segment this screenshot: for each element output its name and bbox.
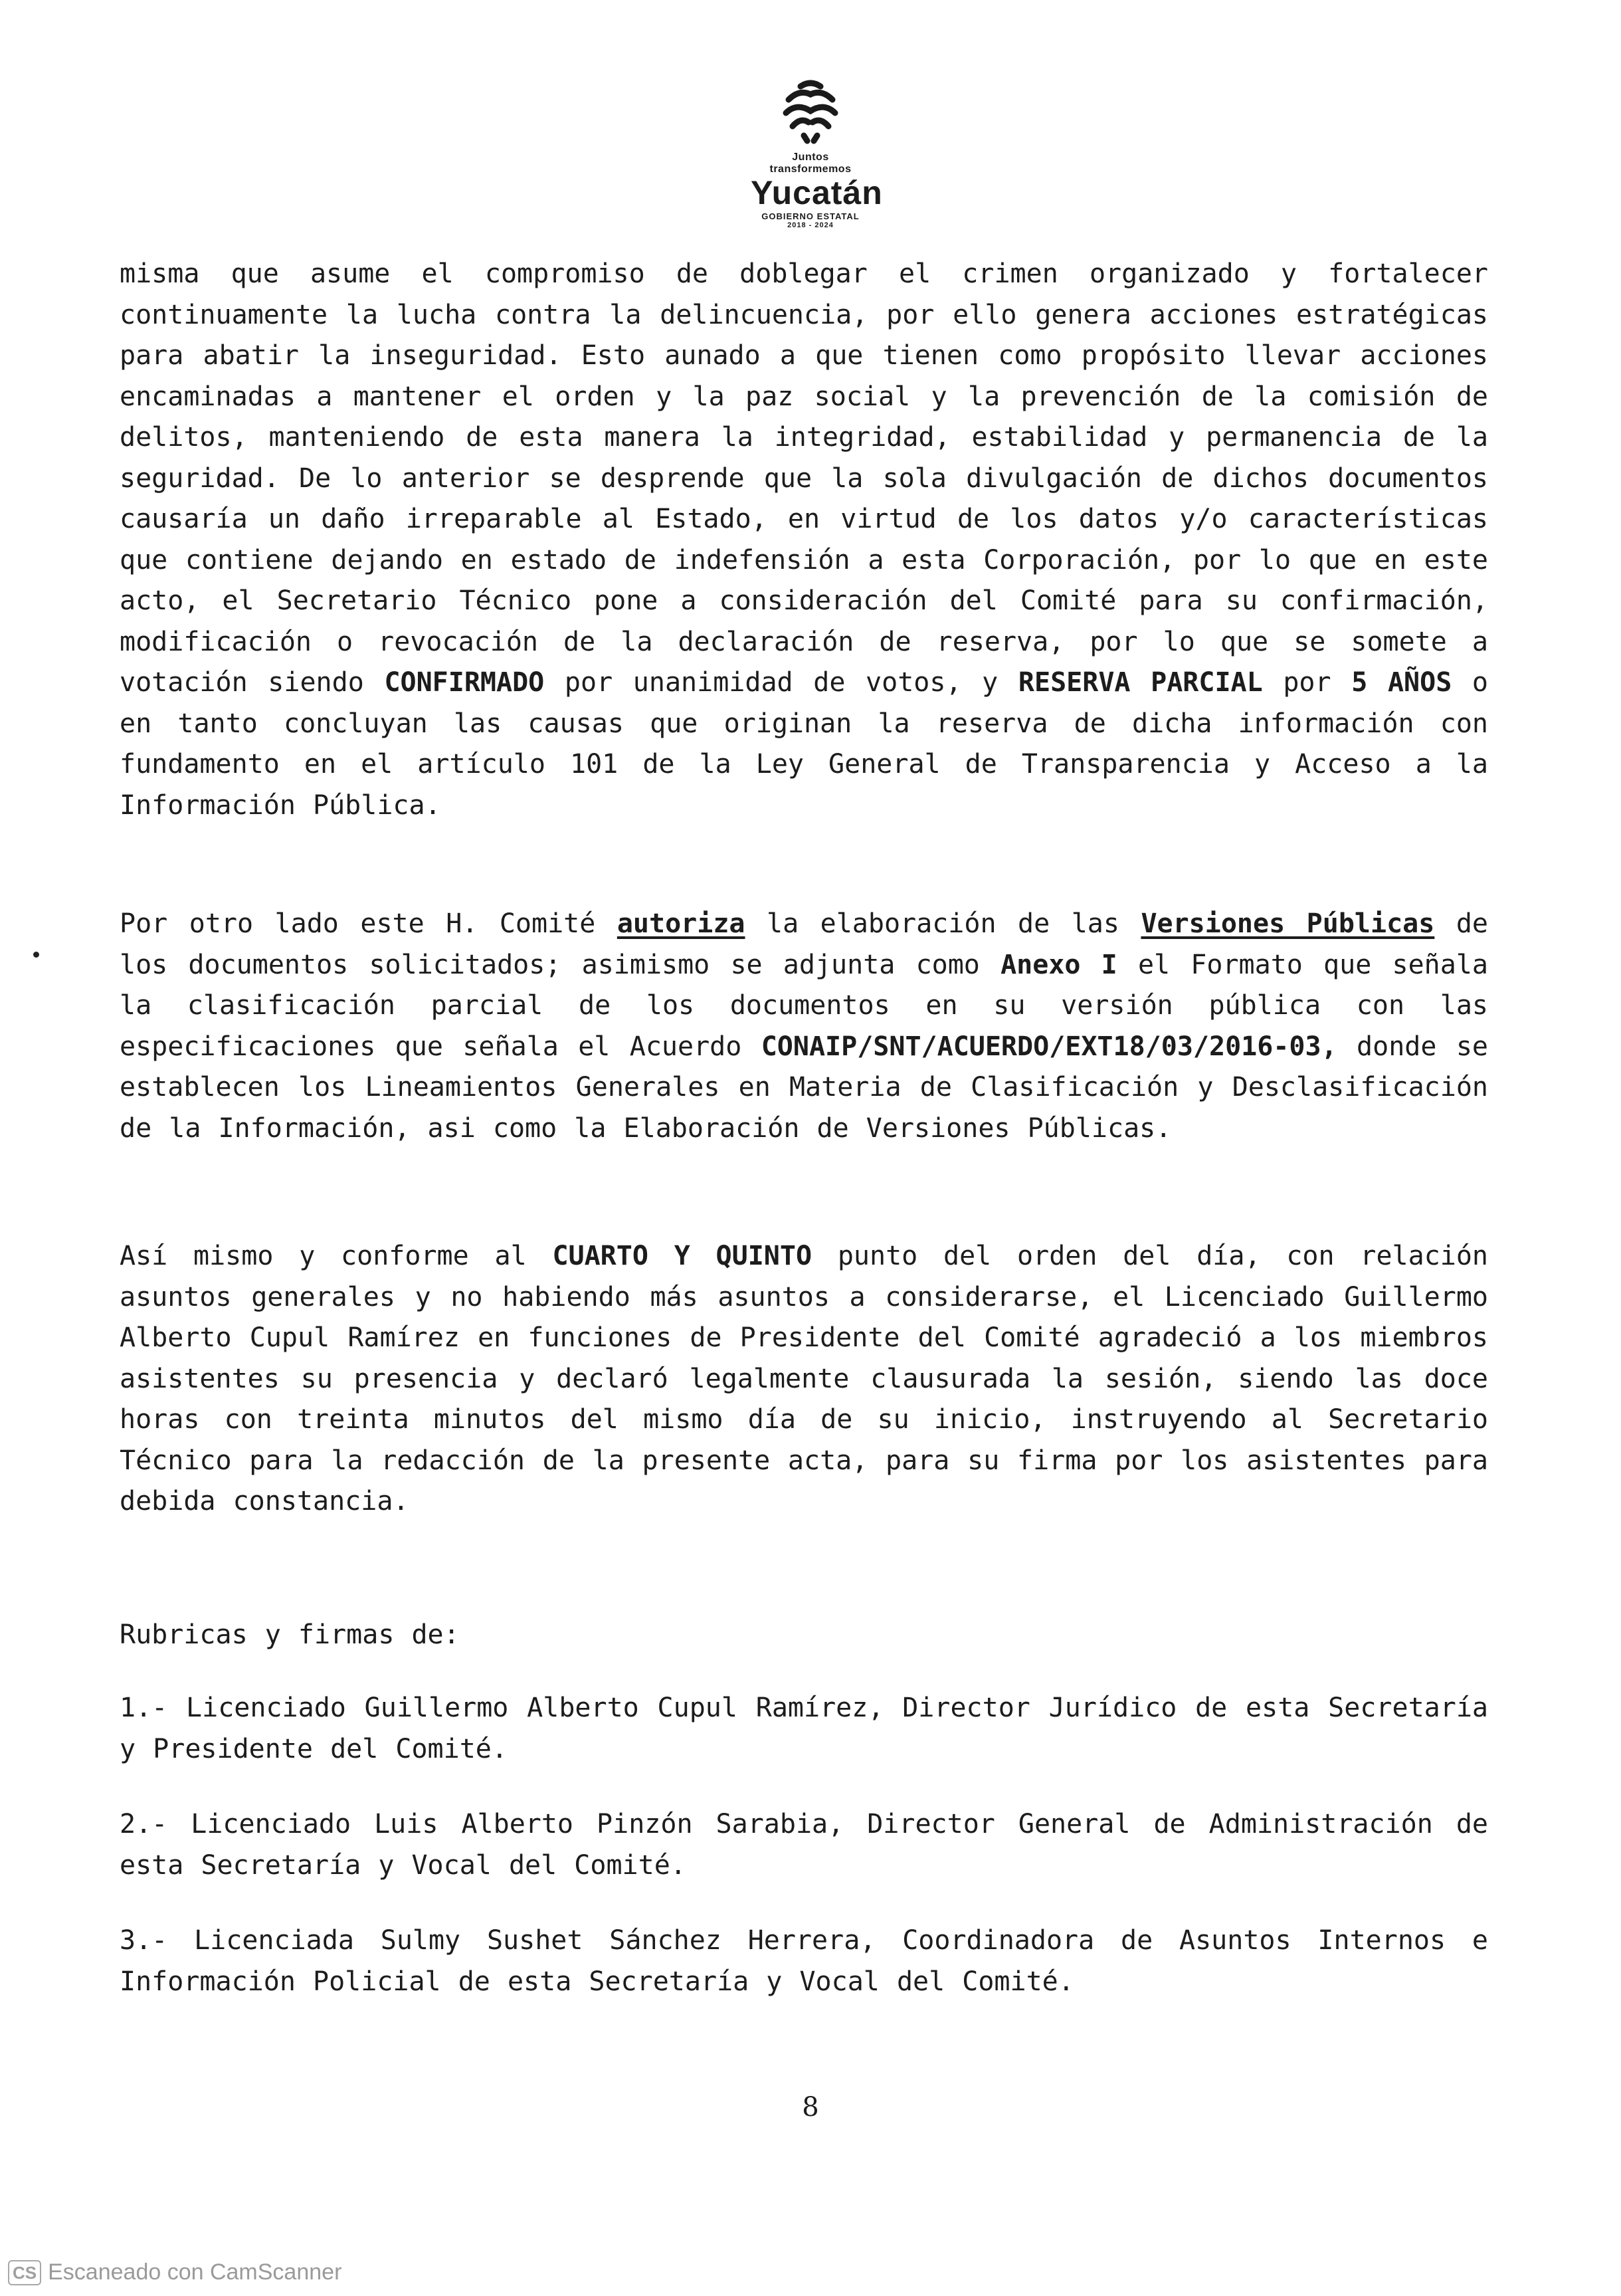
bold-autoriza: autoriza (617, 908, 745, 939)
header-slogan: Juntos transformemos (769, 152, 852, 175)
text-segment: donde se establecen los Lineamientos Generales en Materia de Clasificación y Desclasificación de la Información, asi como la Elaboración de Versiones Públicas. (120, 1031, 1488, 1144)
signatory-1: 1.- Licenciado Guillermo Alberto Cupul Ramírez, Director Jurídico de esta Secretaría y Presidente del Comité. (120, 1693, 1488, 1764)
scan-speck (33, 952, 39, 958)
text-segment: misma que asume el compromiso de doblegar el crimen organizado y fortalecer continuamente la lucha contra la delincuencia, por ello genera acciones estratégicas para abatir la inseguridad. Esto aunado a que tienen como propósito llevar acciones encaminadas a mantener el orden y la paz social y la prevención de la comisión de delitos, manteniendo de esta manera la integridad, estabilidad y permanencia de la seguridad. De lo anterior se desprende que la sola divulgación de dichos documentos causaría un daño irreparable al Estado, en virtud de los datos y/o características que contiene dejando en estado de indefensión a esta Corporación, por lo que en este acto, el Secretario Técnico pone a consideración del Comité para su confirmación, modificación o revocación de la declaración de reserva, por lo que se somete a votación siendo (120, 259, 1488, 698)
camscanner-watermark (8, 2259, 341, 2285)
paragraph-public-versions (120, 904, 1488, 1149)
bold-anexo-i: Anexo I (1001, 949, 1117, 980)
text-segment: la elaboración de las (745, 908, 1141, 939)
paragraph-session-closing (120, 1236, 1488, 1522)
text-segment: por unanimidad de votos, y (544, 667, 1018, 698)
bold-agreement-code: CONAIP/SNT/ACUERDO/EXT18/03/2016-03, (761, 1031, 1337, 1062)
text-segment: Por otro lado este H. Comité (120, 908, 617, 939)
signatory-2: 2.- Licenciado Luis Alberto Pinzón Sarabia, Director General de Administración de esta Secretaría y Vocal del Comité. (120, 1809, 1488, 1881)
text-segment: o en tanto concluyan las causas que originan la reserva de dicha información con fundamento en el artículo 101 de la Ley General de Transparencia y Acceso a la Información Pública. (120, 667, 1489, 821)
paragraph-reserve-declaration (120, 254, 1488, 826)
header-state-name: Yucatán (751, 174, 883, 211)
bold-five-years: 5 AÑOS (1351, 667, 1452, 698)
camscanner-label: Escaneado con CamScanner (48, 2259, 342, 2285)
header-years: 2018 - 2024 (787, 221, 834, 229)
text-segment: punto del orden del día, con relación asuntos generales y no habiendo más asuntos a considerarse, el Licenciado Guillermo Alberto Cupul Ramírez en funciones de Presidente del Comité agradeció a los miembros asistentes su presencia y declaró legalmente clausurada la sesión, siendo las doce horas con treinta minutos del mismo día de su inicio, instruyendo al Secretario Técnico para la redacción de la presente acta, para su firma por los asistentes para debida constancia. (120, 1241, 1489, 1516)
bold-reserva-parcial: RESERVA PARCIAL (1018, 667, 1263, 698)
camscanner-icon: CS (8, 2260, 41, 2285)
page-number: 8 (802, 2092, 819, 2123)
signatory-3: 3.- Licenciada Sulmy Sushet Sánchez Herrera, Coordinadora de Asuntos Internos e Información Policial de esta Secretaría y Vocal del Comité. (120, 1925, 1488, 1997)
bold-versiones-publicas: Versiones Públicas (1141, 908, 1435, 939)
text-segment: Así mismo y conforme al (120, 1241, 553, 1271)
header-logo (751, 74, 883, 229)
signatures-heading: Rubricas y firmas de: (120, 1619, 460, 1650)
yucatan-emblem-icon (774, 74, 847, 148)
bold-confirmado: CONFIRMADO (384, 667, 545, 698)
text-segment: el Formato que señala la clasificación parcial de los documentos en su versión pública con las especificaciones que señala el Acuerdo (120, 949, 1488, 1062)
text-segment: de los documentos solicitados; asimismo se adjunta como (120, 908, 1488, 980)
bold-cuarto-y-quinto: CUARTO Y QUINTO (552, 1241, 812, 1271)
header-government: GOBIERNO ESTATAL (761, 211, 860, 221)
text-segment: por (1262, 667, 1352, 698)
